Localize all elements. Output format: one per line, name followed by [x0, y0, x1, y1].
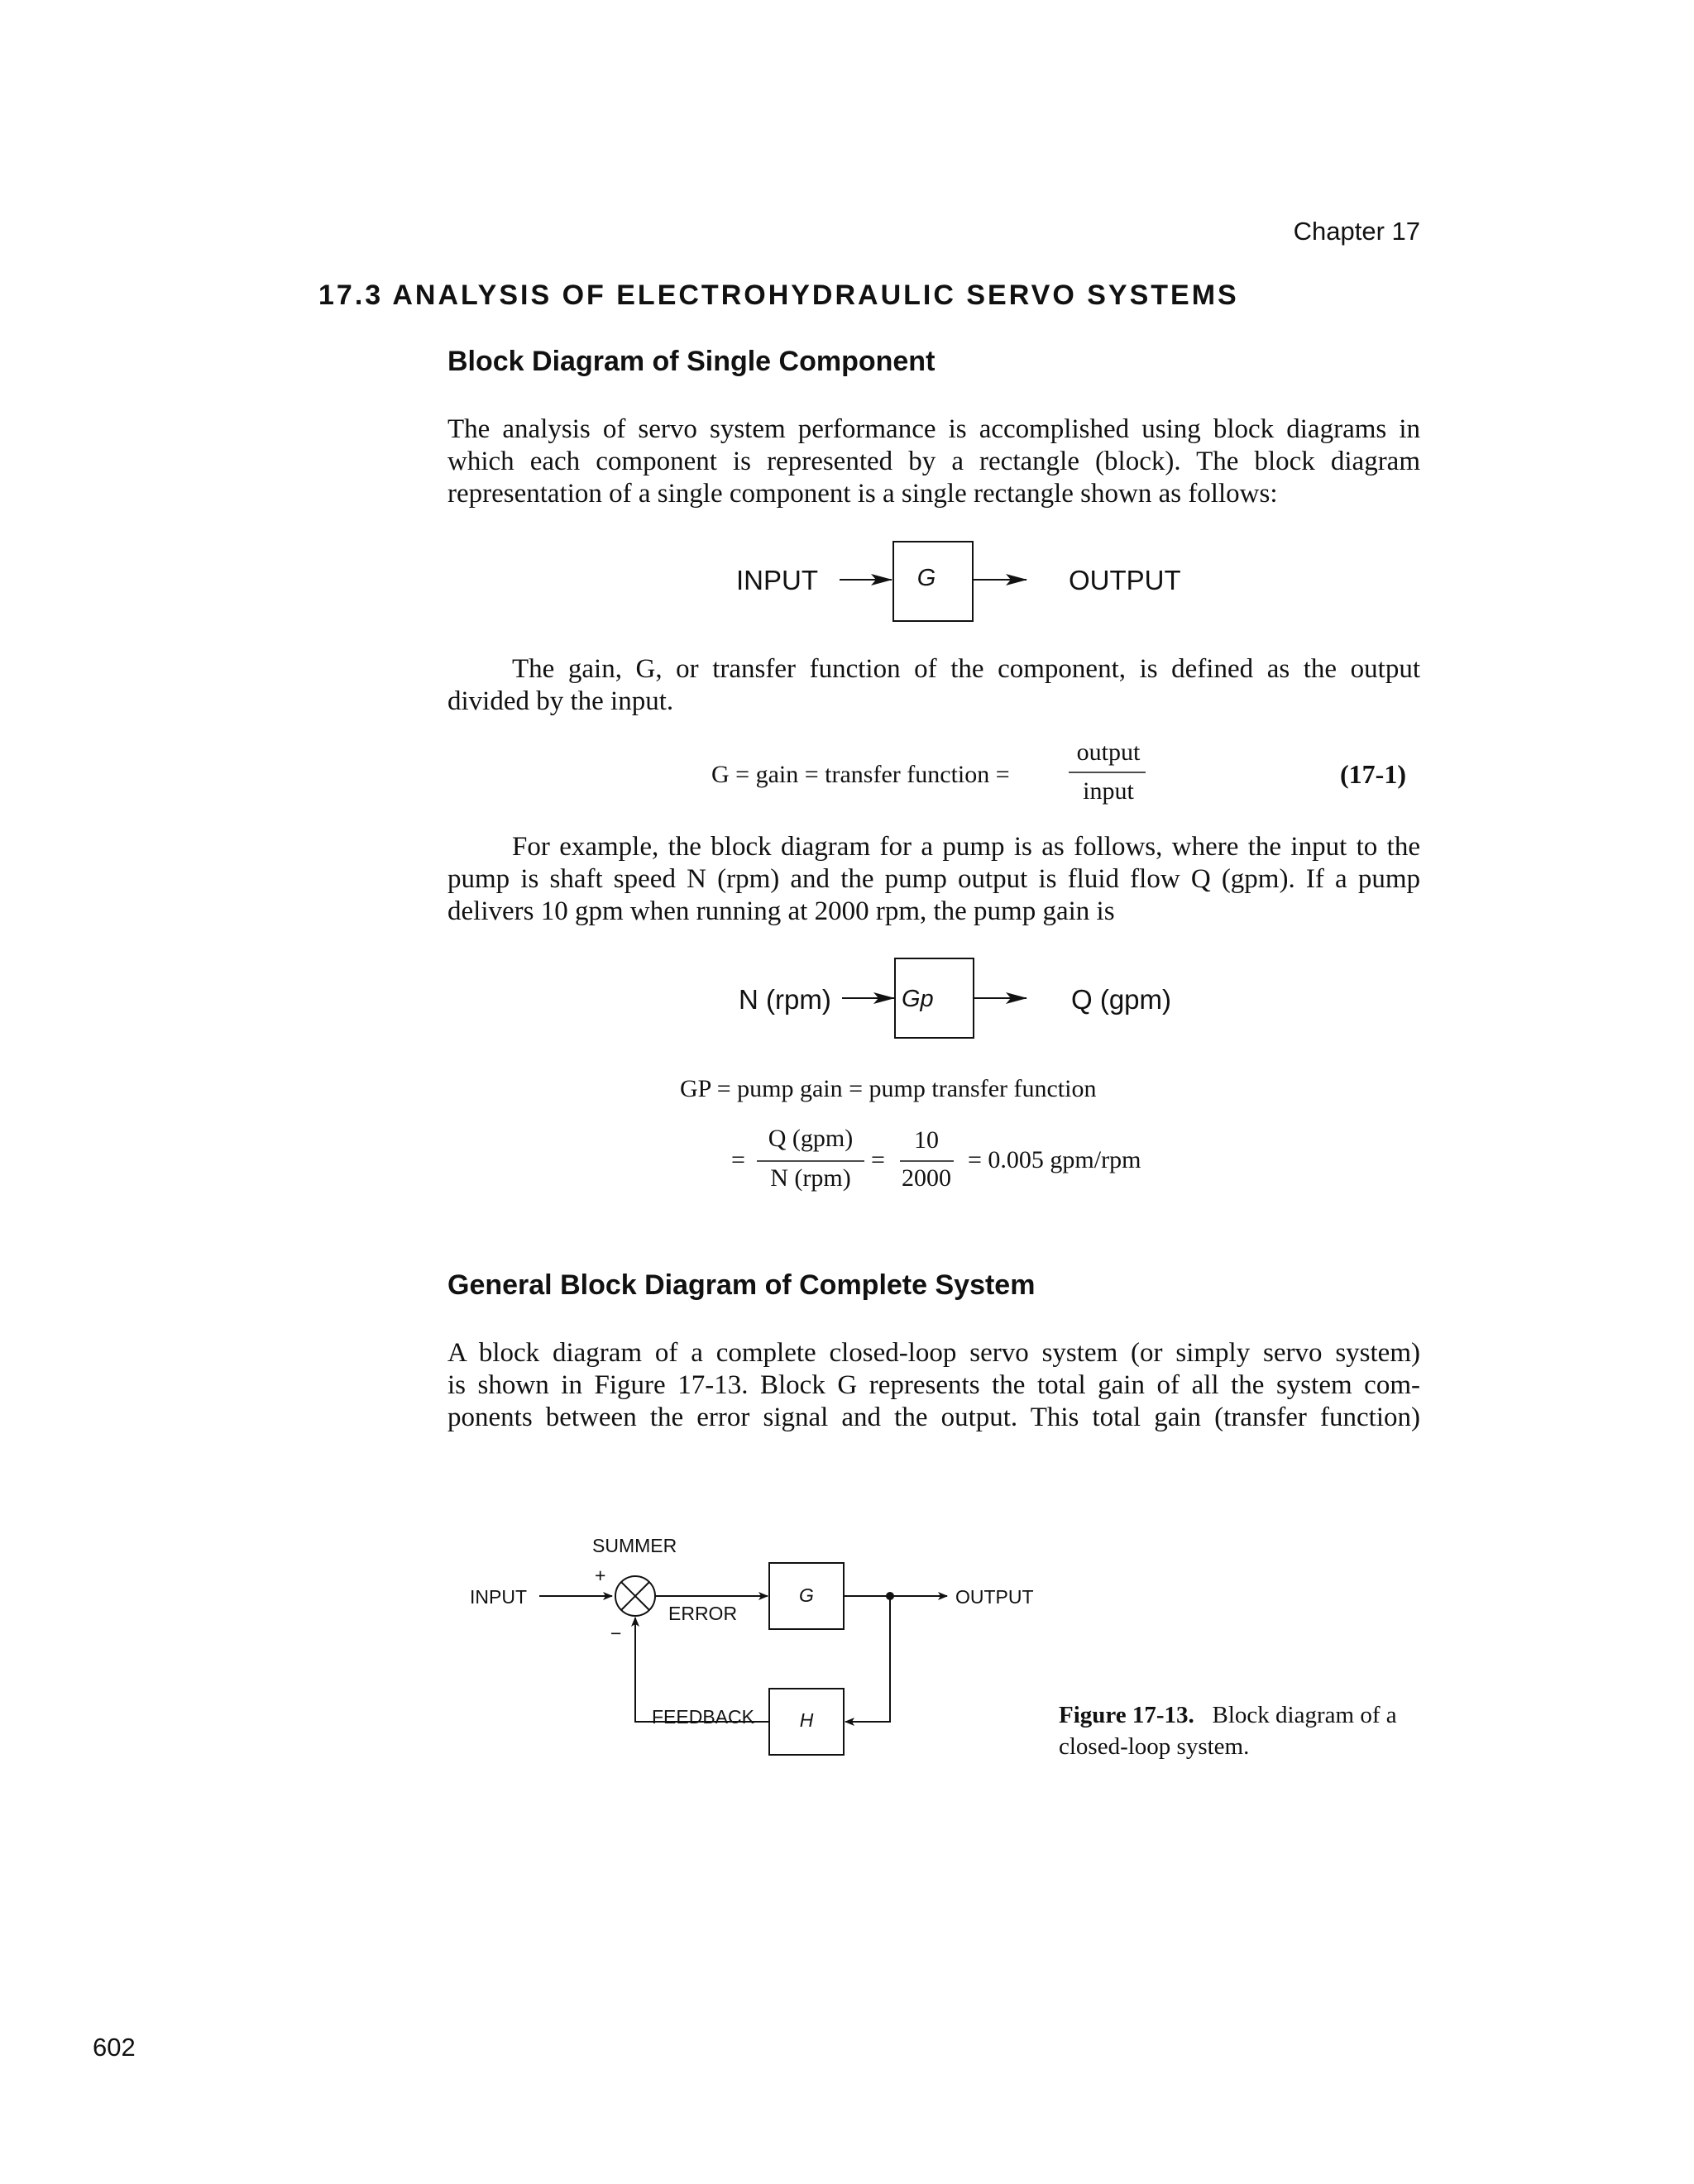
- diagram1-block: [893, 542, 973, 621]
- pump-gain-denominator-1: N (rpm): [770, 1164, 851, 1192]
- diagram1: [840, 542, 1026, 621]
- diagram2-block: [895, 958, 974, 1038]
- paragraph-line: representation of a single component is a single rectangle shown as follows:: [447, 479, 1278, 509]
- diagram2-input-label: N (rpm): [739, 984, 831, 1015]
- equation-17-1-lhs: G = gain = transfer function =: [711, 761, 1010, 788]
- figure-feedback-label: FEEDBACK: [652, 1706, 754, 1728]
- chapter-header: Chapter 17: [1293, 217, 1420, 246]
- figure-caption-label: Figure 17-13.: [1059, 1702, 1194, 1728]
- figure-plus-sign: +: [595, 1565, 606, 1586]
- section-title: 17.3 ANALYSIS OF ELECTROHYDRAULIC SERVO SYSTEMS: [318, 280, 1239, 311]
- paragraph-line: The gain, G, or transfer function of the component, is defined as the output: [512, 654, 1420, 684]
- closed-loop-diagram: [539, 1563, 947, 1755]
- g-block: [769, 1563, 844, 1629]
- figure-minus-sign: −: [610, 1622, 622, 1644]
- paragraph-line: ponents between the error signal and the output. This total gain (transfer function): [447, 1403, 1420, 1432]
- diagram2-block-label: Gp: [902, 986, 934, 1012]
- figure-summer-label: SUMMER: [592, 1535, 677, 1556]
- output-to-h-feedback-line: [845, 1596, 890, 1722]
- pump-gain-equals: =: [731, 1146, 745, 1173]
- pump-gain-numerator-1: Q (gpm): [768, 1125, 854, 1152]
- paragraph-line: which each component is represented by a rectangle (block). The block diagram: [447, 447, 1420, 476]
- equation-17-1-numerator: output: [1076, 738, 1141, 766]
- equation-number: (17-1): [1340, 759, 1406, 789]
- pump-gain-denominator-2: 2000: [902, 1164, 951, 1192]
- subsection-heading-single-component: Block Diagram of Single Component: [447, 346, 936, 377]
- pump-gain-result: = 0.005 gpm/rpm: [968, 1146, 1141, 1173]
- h-block: [769, 1689, 844, 1755]
- figure-output-label: OUTPUT: [955, 1586, 1034, 1608]
- paragraph-line: divided by the input.: [447, 686, 674, 716]
- paragraph-line: is shown in Figure 17-13. Block G represents the total gain of all the system com-: [447, 1370, 1420, 1400]
- paragraph-line: delivers 10 gpm when running at 2000 rpm, the pump gain is: [447, 896, 1115, 926]
- diagram2-output-label: Q (gpm): [1071, 984, 1172, 1015]
- page-number: 602: [93, 2033, 136, 2062]
- paragraph-line: pump is shaft speed N (rpm) and the pump output is fluid flow Q (gpm). If a pump: [447, 864, 1420, 894]
- figure-error-label: ERROR: [668, 1603, 738, 1624]
- figure-input-label: INPUT: [470, 1586, 527, 1608]
- paragraph-line: A block diagram of a complete closed-loop servo system (or simply servo system): [447, 1338, 1420, 1368]
- paragraph-line: The analysis of servo system performance is accomplished using block diagrams in: [447, 414, 1420, 444]
- pump-gain-equals-2: =: [871, 1146, 885, 1173]
- h-to-summer-feedback-line: [635, 1618, 769, 1722]
- diagram1-output-label: OUTPUT: [1069, 565, 1181, 595]
- figure-caption-text: Block diagram of a closed-loop system.: [1059, 1702, 1397, 1760]
- paragraph-line: For example, the block diagram for a pump is as follows, where the input to the: [512, 832, 1420, 862]
- figure-g-block-label: G: [799, 1584, 814, 1606]
- diagram2: [842, 958, 1026, 1038]
- pump-gain-equation-line: GP = pump gain = pump transfer function: [680, 1075, 1097, 1102]
- diagram1-block-label: G: [916, 565, 936, 591]
- diagram1-input-label: INPUT: [736, 565, 818, 595]
- pump-gain-numerator-2: 10: [914, 1126, 939, 1154]
- figure-h-block-label: H: [799, 1709, 814, 1731]
- equation-17-1-denominator: input: [1083, 777, 1134, 805]
- subsection-heading-complete-system: General Block Diagram of Complete System: [447, 1269, 1036, 1301]
